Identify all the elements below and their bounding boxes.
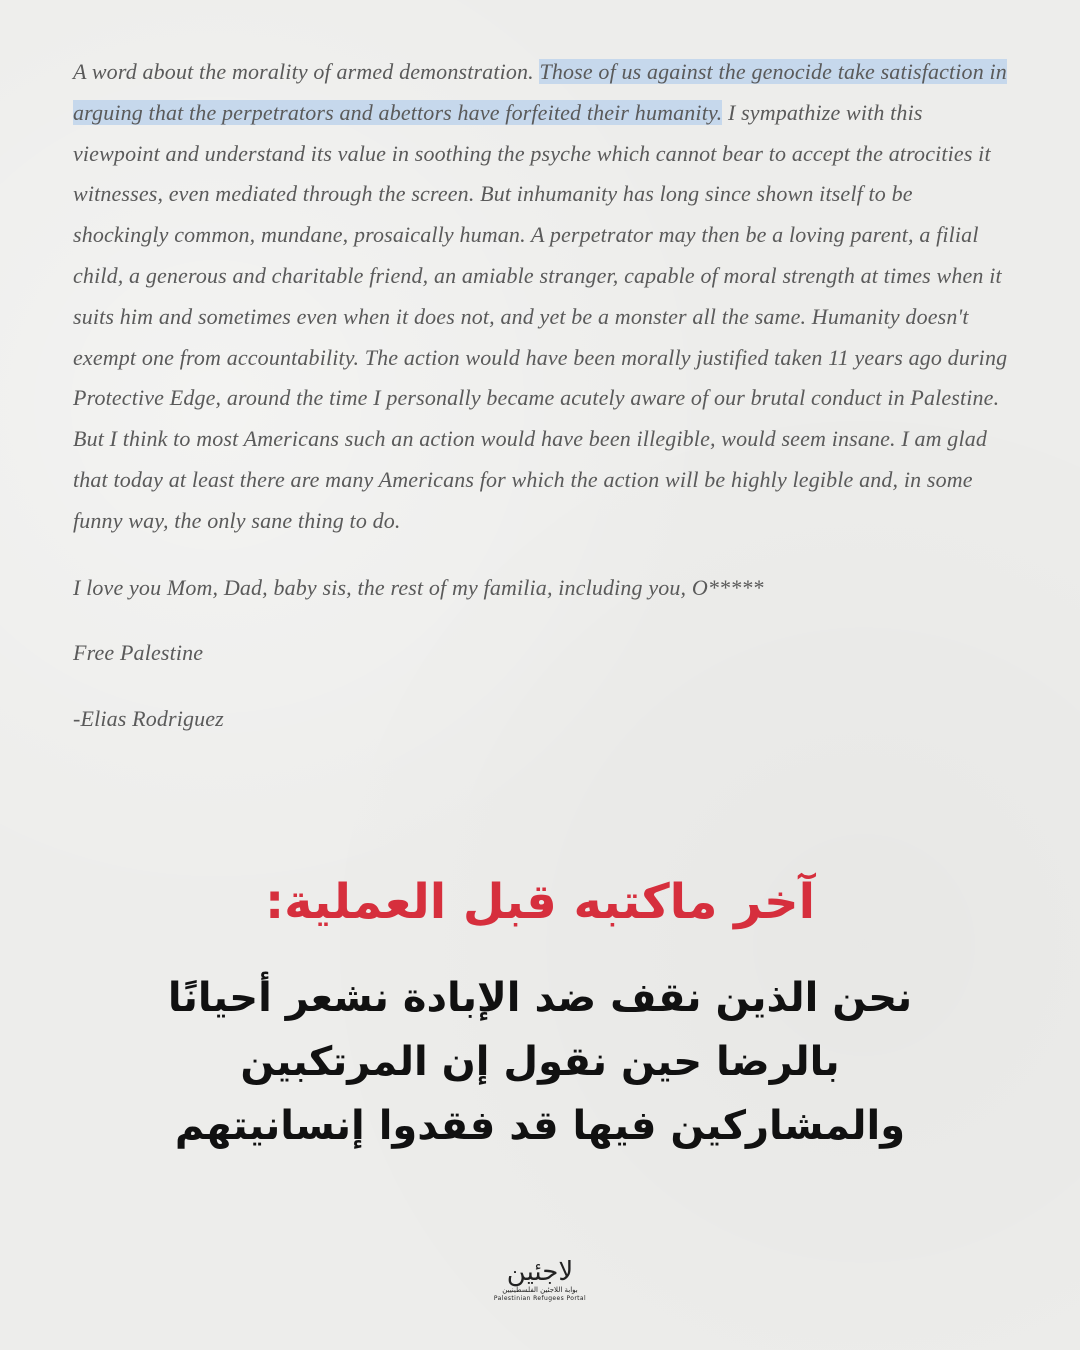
letter-paragraph-main <box>73 52 1008 542</box>
logo-subtitle-arabic: بوابة اللاجئين الفلسطينيين <box>502 1286 578 1294</box>
letter-text-block <box>73 52 1008 740</box>
highlighted-sentence: Those of us against the genocide take satisfaction in arguing that the perpetrators and abettors have forfeited their humanity. <box>73 59 1007 125</box>
logo-wordmark: لاجئين <box>506 1257 574 1287</box>
letter-paragraph-free-palestine: Free Palestine <box>73 640 204 666</box>
letter-paragraph-love: I love you Mom, Dad, baby sis, the rest of my familia, including you, O***** <box>73 574 764 600</box>
letter-signature: -Elias Rodriguez <box>73 706 224 732</box>
letter-paragraph-intro: A word about the morality of armed demonstration. <box>73 59 540 84</box>
portal-logo <box>470 1258 610 1303</box>
letter-paragraph-body: I sympathize with this viewpoint and understand its value in soothing the psyche which cannot bear to accept the atrocities it witnesses, even mediated through the screen. But inhumanity has long since shown itself to be shockingly common, mundane, prosaically human. A perpetrator may then be a loving parent, a filial child, a generous and charitable friend, an amiable stranger, capable of moral strength at times when it suits him and sometimes even when it does not, and yet be a monster all the same. Humanity doesn't exempt one from accountability. The action would have been morally justified taken 11 years ago during Protective Edge, around the time I personally became acutely aware of our brutal conduct in Palestine. But I think to most Americans such an action would have been illegible, would seem insane. I am glad that today at least there are many Americans for which the action will be highly legible and, in some funny way, the only sane thing to do. <box>73 99 1008 533</box>
arabic-quote: نحن الذين نقف ضد الإبادة نشعر أحيانًا بالرضا حين نقول إن المرتكبين والمشاركين فيها قد فقدوا إنسانيتهم <box>167 975 913 1149</box>
arabic-heading: آخر ماكتبه قبل العملية: <box>264 874 816 930</box>
logo-subtitle-english: Palestinian Refugees Portal <box>493 1295 587 1302</box>
